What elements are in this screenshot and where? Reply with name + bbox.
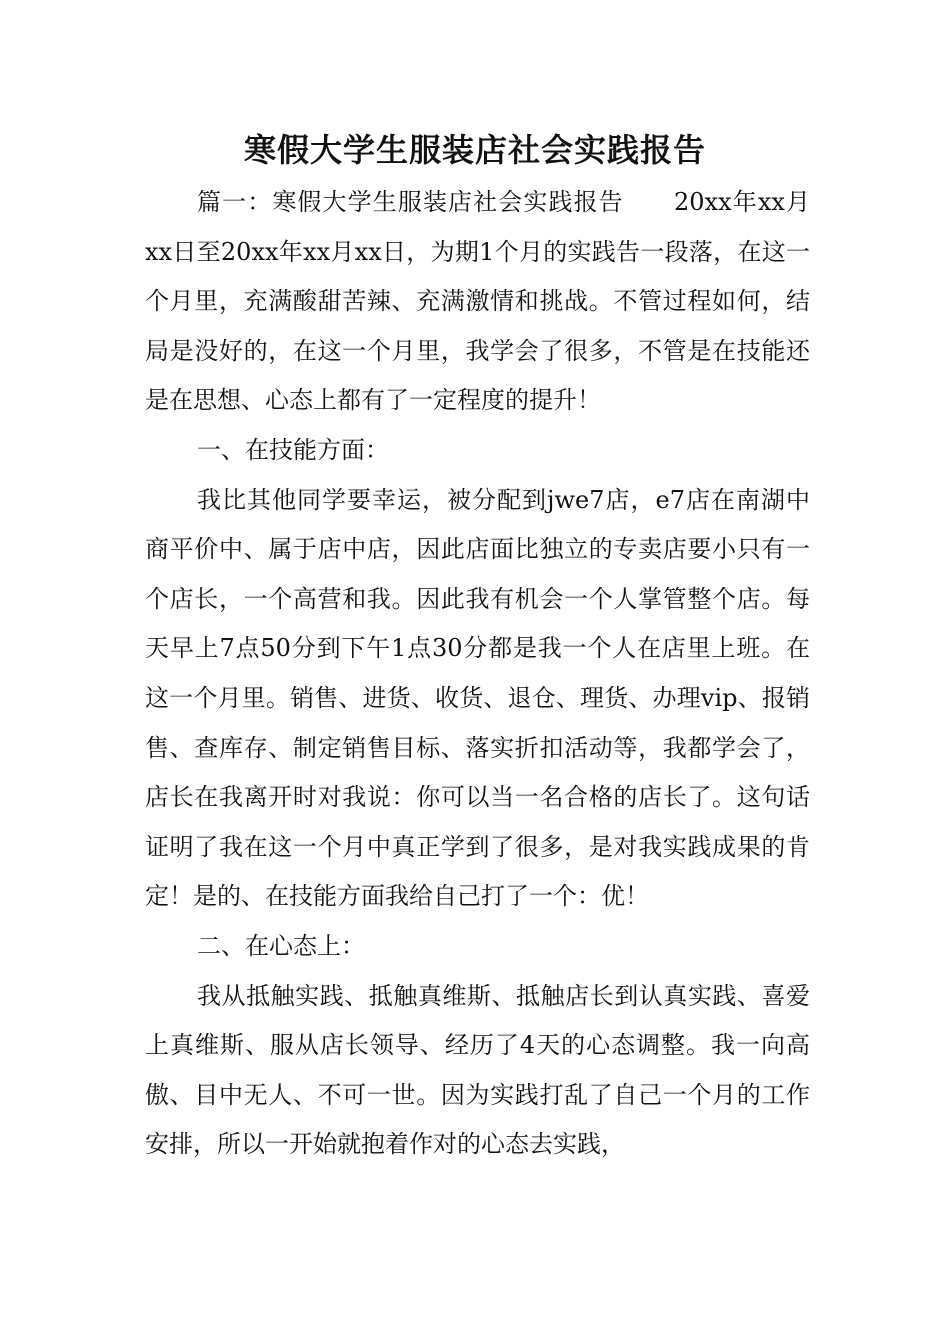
paragraph-mindset: 我从抵触实践、抵触真维斯、抵触店长到认真实践、喜爱上真维斯、服从店长领导、经历了4天的心态调整。我一向高傲、目中无人、不可一世。因为实践打乱了自己一个月的工作安排，所以一开始就抱着作对的心态去实践， (145, 981, 810, 1159)
paragraph-skills: 我比其他同学要幸运，被分配到jwe7店，e7店在南湖中商平价中、属于店中店，因此店面比独立的专卖店要小只有一个店长，一个高营和我。因此我有机会一个人掌管整个店。每天早上7点50分到下午1点30分都是我一个人在店里上班。在这一个月里。销售、进货、收货、退仓、理货、办理vip、报销售、查库存、制定销售目标、落实折扣活动等，我都学会了，店长在我离开时对我说：你可以当一名合格的店长了。这句话证明了我在这一个月中真正学到了很多，是对我实践成果的肯定！是的、在技能方面我给自己打了一个：优！ (145, 485, 810, 911)
document-body (145, 178, 810, 1170)
section-heading-skills: 一、在技能方面： (197, 435, 389, 464)
paragraph-intro: 篇一：寒假大学生服装店社会实践报告 20xx年xx月xx日至20xx年xx月xx日，为期1个月的实践告一段落，在这一个月里，充满酸甜苦辣、充满激情和挑战。不管过程如何，结局是没好的，在这一个月里，我学会了很多，不管是在技能还是在思想、心态上都有了一定程度的提升！ (145, 188, 810, 415)
section-heading-mindset: 二、在心态上： (197, 931, 365, 960)
document-title: 寒假大学生服装店社会实践报告 (243, 131, 706, 169)
